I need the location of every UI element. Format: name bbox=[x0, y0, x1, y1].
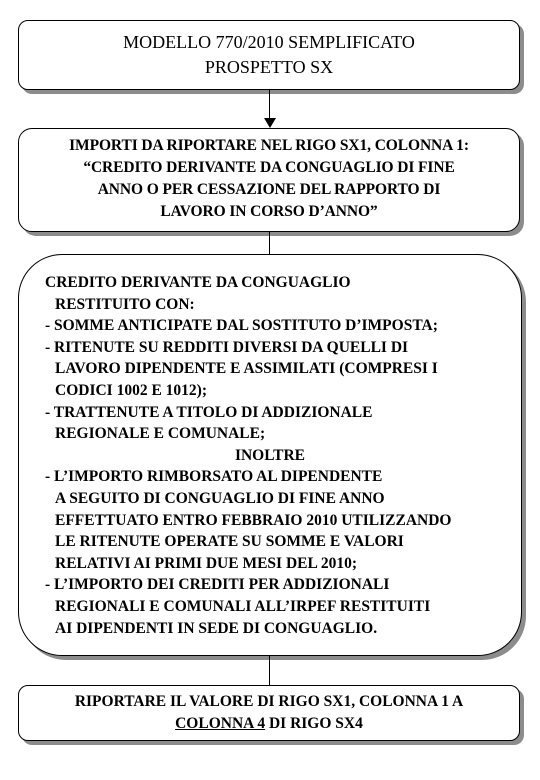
details-text bbox=[19, 255, 521, 639]
result-box bbox=[18, 685, 520, 741]
details-line: REGIONALE E COMUNALE; bbox=[55, 425, 266, 443]
instruction-text bbox=[19, 129, 519, 223]
details-bullet: - RITENUTE SU REDDITI DIVERSI DA QUELLI DI bbox=[45, 338, 409, 356]
arrow-down-icon bbox=[264, 118, 276, 128]
details-line: LAVORO DIPENDENTE E ASSIMILATI (COMPRESI I bbox=[55, 360, 438, 378]
header-title: MODELLO 770/2010 SEMPLIFICATO bbox=[123, 32, 415, 52]
instruction-box bbox=[18, 128, 520, 232]
details-line: REGIONALI E COMUNALI ALL’IRPEF RESTITUITI bbox=[55, 597, 431, 615]
result-text bbox=[19, 686, 519, 735]
header-text bbox=[19, 21, 519, 80]
connector-line bbox=[269, 656, 270, 685]
details-line: LE RITENUTE OPERATE SU SOMME E VALORI bbox=[55, 533, 404, 551]
instruction-line: “CREDITO DERIVANTE DA CONGUAGLIO DI FINE bbox=[83, 159, 455, 176]
details-line: EFFETTUATO ENTRO FEBBRAIO 2010 UTILIZZANDO bbox=[55, 511, 452, 529]
instruction-line: IMPORTI DA RIPORTARE NEL RIGO SX1, COLONNA 1: bbox=[69, 137, 469, 154]
instruction-line: LAVORO IN CORSO D’ANNO” bbox=[160, 203, 378, 220]
details-line: CODICI 1002 E 1012); bbox=[55, 381, 207, 399]
details-line: A SEGUITO DI CONGUAGLIO DI FINE ANNO bbox=[55, 489, 385, 507]
details-line: CREDITO DERIVANTE DA CONGUAGLIO bbox=[45, 274, 351, 291]
details-line: RELATIVI AI PRIMI DUE MESI DEL 2010; bbox=[55, 554, 358, 572]
header-subtitle: PROSPETTO SX bbox=[204, 57, 334, 77]
result-line bbox=[19, 713, 519, 735]
details-separator-label: INOLTRE bbox=[234, 446, 306, 464]
result-line-rest: DI RIGO SX4 bbox=[265, 715, 363, 732]
details-line: AI DIPENDENTI IN SEDE DI CONGUAGLIO. bbox=[55, 619, 378, 637]
details-bullet: - L’IMPORTO DEI CREDITI PER ADDIZIONALI bbox=[45, 576, 390, 594]
details-bullet: - TRATTENUTE A TITOLO DI ADDIZIONALE bbox=[45, 403, 373, 421]
instruction-line: ANNO O PER CESSAZIONE DEL RAPPORTO DI bbox=[97, 181, 441, 198]
result-line: RIPORTARE IL VALORE DI RIGO SX1, COLONNA 1 A bbox=[74, 693, 464, 710]
connector-arrow-line bbox=[269, 90, 270, 120]
details-box bbox=[18, 254, 522, 656]
details-bullet: - SOMME ANTICIPATE DAL SOSTITUTO D’IMPOSTA; bbox=[45, 317, 438, 335]
result-underlined-text: COLONNA 4 bbox=[175, 715, 266, 732]
details-bullet: - L’IMPORTO RIMBORSATO AL DIPENDENTE bbox=[45, 468, 383, 486]
connector-line bbox=[269, 232, 270, 254]
header-box bbox=[18, 20, 520, 90]
details-line: RESTITUITO CON: bbox=[55, 295, 195, 313]
